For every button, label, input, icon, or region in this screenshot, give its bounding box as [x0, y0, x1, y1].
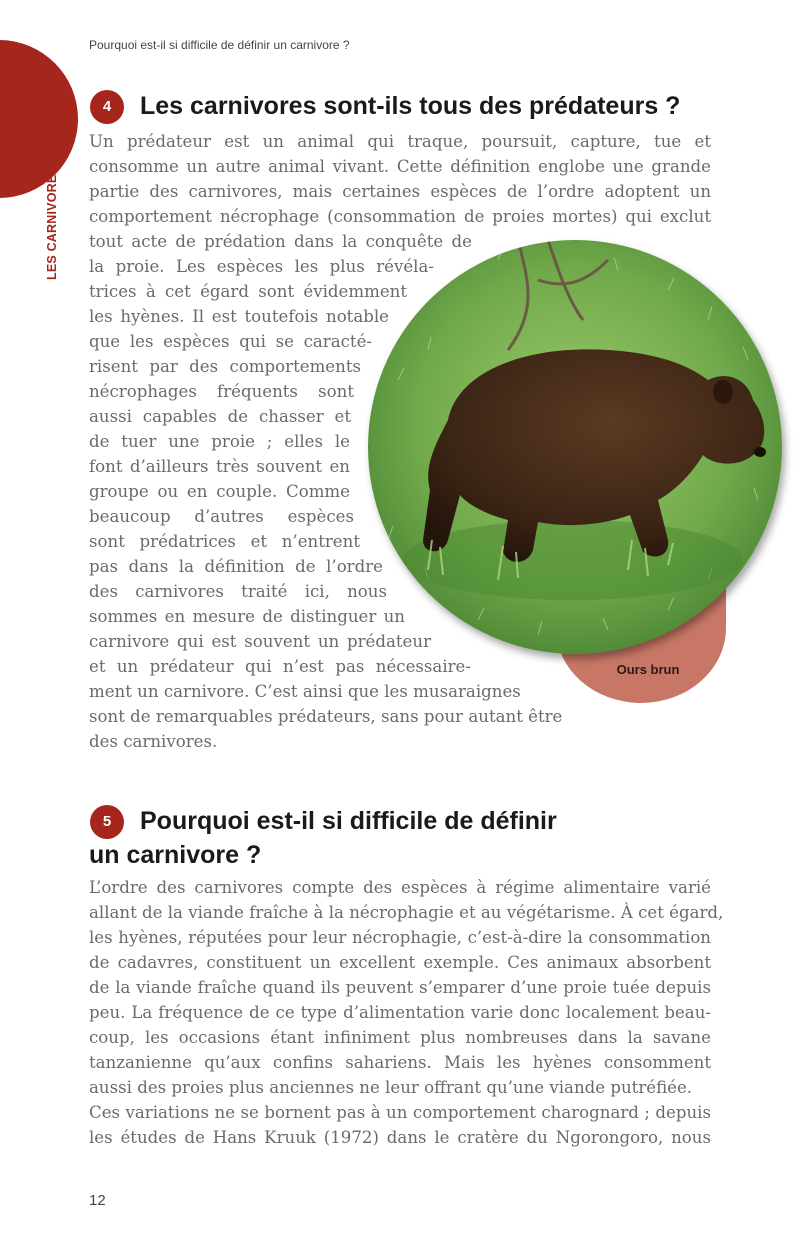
paragraph-line: trices à cet égard sont évidemment	[89, 282, 407, 301]
paragraph-line: que les espèces qui se caracté-	[89, 332, 372, 351]
paragraph-line: allant de la viande fraîche à la nécrophagie et au végétarisme. À cet égard,	[89, 903, 724, 922]
paragraph-line: tout acte de prédation dans la conquête de	[89, 232, 472, 251]
page-number: 12	[89, 1192, 106, 1209]
paragraph-line: les hyènes, réputées pour leur nécrophagie, c’est-à-dire la consommation	[89, 928, 711, 947]
paragraph-line: de tuer une proie ; elles le	[89, 432, 350, 451]
running-header: Pourquoi est-il si difficile de définir un carnivore ?	[89, 38, 350, 52]
paragraph-line: consomme un autre animal vivant. Cette définition englobe une grande	[89, 157, 711, 176]
paragraph-line: les hyènes. Il est toutefois notable	[89, 307, 389, 326]
section-number-badge: 5	[90, 805, 124, 839]
paragraph-line: des carnivores traité ici, nous	[89, 582, 387, 601]
paragraph-line: de la viande fraîche quand ils peuvent s’emparer d’une proie tuée depuis	[89, 978, 711, 997]
paragraph-line: nécrophages fréquents sont	[89, 382, 354, 401]
paragraph-line: sont de remarquables prédateurs, sans pour autant être	[89, 707, 563, 726]
paragraph-line: sont prédatrices et n’entrent	[89, 532, 360, 551]
paragraph-line: carnivore qui est souvent un prédateur	[89, 632, 431, 651]
paragraph-line: des carnivores.	[89, 732, 218, 751]
chapter-side-label: LES CARNIVORES ET LA SCIENCE	[45, 65, 59, 280]
paragraph-line: font d’ailleurs très souvent en	[89, 457, 350, 476]
paragraph-line: groupe ou en couple. Comme	[89, 482, 350, 501]
paragraph-line: partie des carnivores, mais certaines espèces de l’ordre adoptent un	[89, 182, 711, 201]
paragraph-line: de cadavres, constituent un excellent exemple. Ces animaux absorbent	[89, 953, 711, 972]
figure-caption: Ours brun	[616, 662, 680, 677]
section-heading-continued: un carnivore ?	[89, 841, 262, 869]
paragraph-line: ment un carnivore. C’est ainsi que les musaraignes	[89, 682, 521, 701]
paragraph-line: sommes en mesure de distinguer un	[89, 607, 405, 626]
section-number-badge: 4	[90, 90, 124, 124]
section-heading: Les carnivores sont-ils tous des prédateurs ?	[140, 92, 681, 120]
paragraph-line: tanzanienne qu’aux confins sahariens. Mais les hyènes consomment	[89, 1053, 711, 1072]
chapter-tab	[0, 40, 78, 198]
bear-illustration	[368, 240, 782, 654]
paragraph-line: pas dans la définition de l’ordre	[89, 557, 383, 576]
paragraph-line: coup, les occasions étant infiniment plus nombreuses dans la savane	[89, 1028, 711, 1047]
section-heading: Pourquoi est-il si difficile de définir	[140, 807, 557, 835]
paragraph-line: aussi capables de chasser et	[89, 407, 351, 426]
paragraph-line: risent par des comportements	[89, 357, 361, 376]
paragraph-line: comportement nécrophage (consommation de proies mortes) qui exclut	[89, 207, 711, 226]
paragraph-line: Un prédateur est un animal qui traque, poursuit, capture, tue et	[89, 132, 711, 151]
paragraph-line: Ces variations ne se bornent pas à un comportement charognard ; depuis	[89, 1103, 711, 1122]
paragraph-line: les études de Hans Kruuk (1972) dans le cratère du Ngorongoro, nous	[89, 1128, 711, 1147]
paragraph-line: et un prédateur qui n’est pas nécessaire-	[89, 657, 471, 676]
paragraph-line: aussi des proies plus anciennes ne leur offrant qu’une viande putréfiée.	[89, 1078, 693, 1097]
bear-photo	[368, 240, 782, 654]
paragraph-line: la proie. Les espèces les plus révéla-	[89, 257, 434, 276]
paragraph-line: beaucoup d’autres espèces	[89, 507, 354, 526]
paragraph-line: peu. La fréquence de ce type d’alimentation varie donc localement beau-	[89, 1003, 711, 1022]
paragraph-line: L’ordre des carnivores compte des espèces à régime alimentaire varié	[89, 878, 711, 897]
